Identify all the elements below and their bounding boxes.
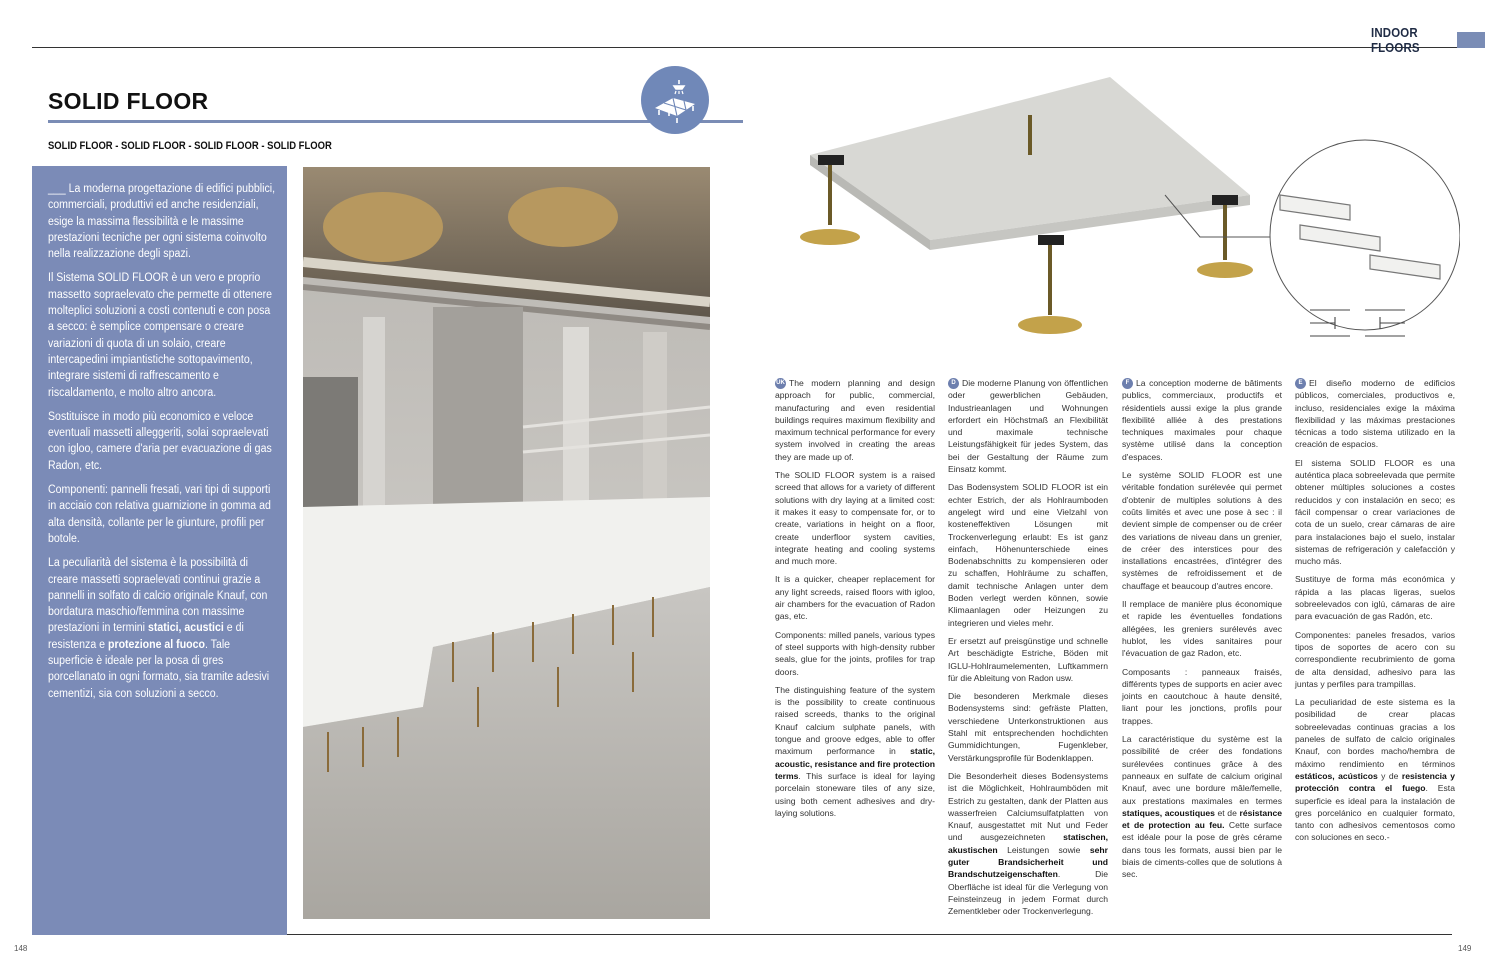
raised-floor-icon — [641, 66, 709, 134]
german-paragraph: D Die moderne Planung von öffentlichen oder gewerblichen Gebäuden, Industrieanlagen und Wohnungen erfordert ein Höchstmaß an Flexibilität und maximale technische Leistungsfähigkeit für jedes System, das bei der Gestaltung der Räume zum Einsatz kommt. — [948, 378, 1108, 475]
english-paragraph: The SOLID FLOOR system is a raised screed that allows for a variety of different solutions with dry laying at a limited cost: it makes it easy to compensate for, or to create, variations in height on a floor, create underfloor system cavities, integrate heating and cooling systems and much more. — [775, 470, 935, 567]
german-paragraph: Er ersetzt auf preisgünstige und schnelle Art beschädigte Estriche, Böden mit IGLU-Hohlraumelementen, Luftkammern für die Ableitung von Radon usw. — [948, 635, 1108, 683]
spanish-paragraph: Componentes: paneles fresados, varios tipos de soportes de acero con su correspondiente recubrimiento de goma de alta densidad, adhesivo para las juntas y perfiles para trampillas. — [1295, 629, 1455, 689]
section-label: INDOOR FLOORS — [1370, 25, 1420, 55]
german-paragraph: Die Besonderheit dieses Bodensystems ist die Möglichkeit, Hohlraumböden mit Estrich zu gestalten, dank der Platten aus wasserfreien Calciumsulfatplatten von Knauf, ausgestattet mit Nut und Feder und ausgezeichneten statischen, akustischen Leistungen sowie sehr guter Brandsicherheit und Brandschutzeigenschaften. Die Oberfläche ist ideal für die Verlegung von Feinsteinzeug in jedem Format durch Zementkleber oder Trockenverlegung. — [948, 770, 1108, 917]
language-badge: E — [1295, 378, 1306, 389]
english-paragraph: It is a quicker, cheaper replacement for any light screeds, raised floors with igloo, air chambers for the evacuation of Radon gas, etc. — [775, 574, 935, 622]
language-badge: F — [1122, 378, 1133, 389]
italian-paragraph: Sostituisce in modo più economico e veloce eventuali massetti alleggeriti, solai sopraelevati con igloo, camere d'aria per evacuazione di gas Radon, etc. — [48, 410, 272, 472]
subtitle: SOLID FLOOR - SOLID FLOOR - SOLID FLOOR - SOLID FLOOR — [48, 140, 332, 152]
french-column — [1122, 377, 1282, 887]
french-paragraph: F La conception moderne de bâtiments publics, commerciaux, productifs et résidentiels aussi exige la plus grande flexibilité alliée à des prestations techniques maximales pour chaque système utilisé dans la conception d'espaces. — [1122, 378, 1282, 462]
spanish-paragraph: Sustituye de forma más económica y rápida a las placas ligeras, suelos sobreelevados con iglú, cámaras de aire para evacuación de gas Radón, etc. — [1295, 574, 1455, 622]
page-number-left: 148 — [14, 944, 28, 953]
italian-paragraph: La peculiarità del sistema è la possibilità di creare massetti sopraelevati continui grazie a pannelli in solfato di calcio originale Knauf, con bordatura maschio/femmina con massime prestazioni in termini statici, acustici e di resistenza e protezione al fuoco. Tale superficie è ideale per la posa di gres porcellanato in ogni formato, sia tramite adesivi cementizi, sia con soluzioni a secco. — [48, 557, 270, 700]
english-paragraph: Components: milled panels, various types of steel supports with high-density rubber seals, glue for the joints, profiles for trap doors. — [775, 629, 935, 677]
english-paragraph: UK The modern planning and design approach for public, commercial, manufacturing and even residential buildings requires maximum flexibility and maximum technical performance for every system involved in creating the areas they are made up of. — [775, 378, 935, 462]
english-column — [775, 377, 935, 825]
raised-floor-diagram — [780, 55, 1460, 365]
language-badge: UK — [775, 378, 786, 389]
italian-paragraph: Il Sistema SOLID FLOOR è un vero e proprio massetto sopraelevato che permette di ottenere molteplici soluzioni a costi contenuti e con posa a secco: è semplice compensare o creare variazioni di quota di un solaio, creare intercapedini impiantistiche sottopavimento, integrare sistemi di raffrescamento e riscaldamento, e molto altro ancora. — [48, 272, 273, 399]
french-paragraph: La caractéristique du système est la possibilité de créer des fondations surélevées continues grâce à des panneaux en sulfate de calcium original Knauf, avec une bordure mâle/femelle, aux prestations maximales en termes statiques, acoustiques et de résistance et de protection au feu. Cette surface est idéale pour la pose de grès cérame dans tous les formats, aussi bien par le biais de ciments-colles que de solutions à sec. — [1122, 734, 1283, 880]
page-title: SOLID FLOOR — [48, 88, 209, 114]
spanish-paragraph: El sistema SOLID FLOOR es una auténtica placa sobreelevada que permite obtener múltiples soluciones a costes reducidos y con instalación en seco; es fácil compensar o crear variaciones de cota de un suelo, crear cámaras de aire para instalaciones bajo el suelo, instalar sistemas de refrigeración y calefacción y mucho más. — [1295, 457, 1455, 567]
italian-paragraph: Componenti: pannelli fresati, vari tipi di supporti in acciaio con relativa guarnizione in gomma ad alta densità, collante per le giunture, profili per botole. — [48, 484, 271, 545]
german-column — [948, 377, 1108, 923]
french-paragraph: Il remplace de manière plus économique et rapide les éventuelles fondations allégées, les greniers surélevés avec hublot, les vides sanitaires pour l'évacuation de gaz Radon, etc. — [1122, 599, 1282, 659]
english-paragraph: The distinguishing feature of the system is the possibility to create continuous raised screeds, thanks to the original Knauf calcium sulphate panels, with tongue and groove edges, able to offer maximum performance in static, acoustic, resistance and fire protection terms. This surface is ideal for laying porcelain stoneware tiles of any size, using both cement adhesives and dry-laying solutions. — [775, 684, 935, 818]
section-tab — [1360, 25, 1485, 55]
italian-text — [48, 181, 276, 710]
german-paragraph: Das Bodensystem SOLID FLOOR ist ein echter Estrich, der als Hohlraumboden angelegt wird und eine Vielzahl von kosteneffektiven Lösungen mit Trockenverlegung erlaubt: Es ist ganz einfach, Höhenunterschiede eines Bodenabschnitts zu kompensieren oder zu schaffen, Hohlräume zu schaffen, damit technische Anlagen unter dem Boden verlegt werden können, sowie Klimaanlagen oder Heizungen zu integrieren und vieles mehr. — [948, 482, 1108, 628]
page-number-right: 149 — [1458, 944, 1472, 953]
french-paragraph: Composants : panneaux fraisés, différents types de supports en acier avec joints en caoutchouc à haute densité, liant pour les jonctions, profils pour trappes. — [1122, 666, 1282, 726]
language-badge: D — [948, 378, 959, 389]
italian-paragraph: ___ La moderna progettazione di edifici pubblici, commerciali, produttivi ed anche residenziali, esige la massima flessibilità e le massime prestazioni tecniche per ogni sistema coinvolto nella realizzazione degli spazi. — [48, 183, 276, 261]
bottom-rule — [287, 934, 1452, 935]
spanish-paragraph: La peculiaridad de este sistema es la posibilidad de crear placas sobreelevadas continuas gracias a los paneles de sulfato de calcio originales Knauf, con bordes macho/hembra de máximo rendimiento en términos estáticos, acústicos y de resistencia y protección contra el fuego. Esta superficie es ideal para la instalación de gres porcelánico en cualquier formato, tanto con adhesivos cementosos como con soluciones en seco.- — [1295, 697, 1455, 843]
spanish-column — [1295, 377, 1455, 850]
title-rule — [48, 120, 743, 123]
spanish-paragraph: E El diseño moderno de edificios públicos, comerciales, productivos e, incluso, residenciales exige la máxima flexibilidad y las máximas prestaciones técnicas a todo sistema utilizado en la creación de espacios. — [1295, 378, 1455, 450]
top-rule — [32, 47, 1457, 48]
section-swatch — [1457, 32, 1485, 48]
french-paragraph: Le système SOLID FLOOR est une véritable fondation surélevée qui permet d'obtenir de multiples solutions à des coûts limités et avec une pose à sec : il devient simple de compenser ou de créer des variations de niveau dans un grenier, de créer des interstices pour des installations encastrées, d'intégrer des systèmes de refroidissement et de chauffage et beaucoup d'autres encore. — [1122, 470, 1282, 591]
german-paragraph: Die besonderen Merkmale dieses Bodensystems sind: gefräste Platten, verschiedene Unterkonstruktionen aus Stahl mit entsprechenden hochdichten Gummidichtungen, Fugenkleber, Verstärkungsprofile für Bodenklappen. — [948, 691, 1108, 763]
construction-photo — [303, 167, 710, 919]
